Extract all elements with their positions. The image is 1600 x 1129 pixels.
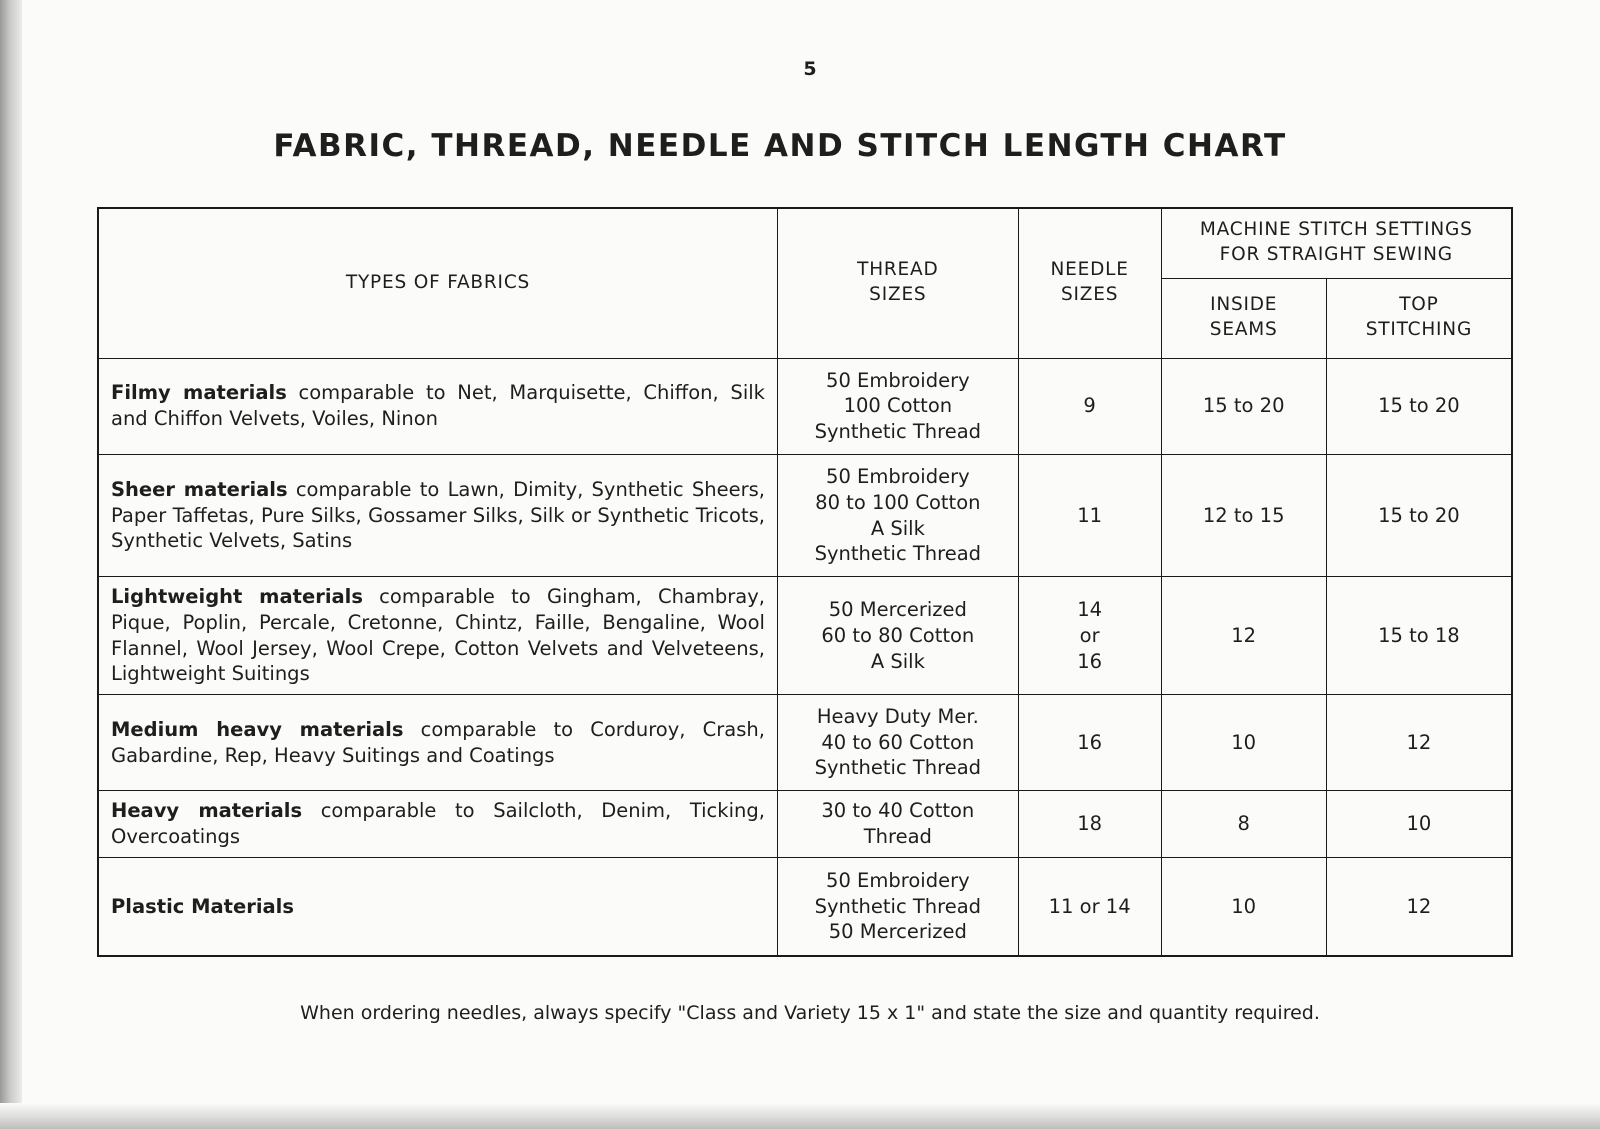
needle-ordering-note: When ordering needles, always specify "Class and Variety 15 x 1" and state the size and quantity required. — [300, 1002, 1320, 1024]
fabric-type-cell: Filmy materials comparable to Net, Marquisette, Chiffon, Silk and Chiffon Velvets, Voiles, Ninon — [98, 358, 777, 454]
header-stitch-settings: MACHINE STITCH SETTINGS FOR STRAIGHT SEWING — [1161, 208, 1512, 278]
page-binding-shadow — [0, 0, 22, 1129]
top-stitching-cell: 15 to 20 — [1326, 358, 1512, 454]
top-stitching-cell: 10 — [1326, 791, 1512, 858]
header-inside-seams: INSIDE SEAMS — [1161, 278, 1326, 358]
table-row — [98, 791, 1512, 858]
thread-size-cell: 30 to 40 Cotton Thread — [777, 791, 1018, 858]
fabric-type-cell: Lightweight materials comparable to Gingham, Chambray, Pique, Poplin, Percale, Cretonne, Chintz, Faille, Bengaline, Wool Flannel, Wool Jersey, Wool Crepe, Cotton Velvets and Velveteens, Lightweight Suitings — [98, 577, 777, 695]
needle-size-cell: 9 — [1018, 358, 1161, 454]
thread-size-cell: 50 Embroidery Synthetic Thread 50 Mercerized — [777, 858, 1018, 956]
table-row — [98, 694, 1512, 790]
fabric-type-cell: Plastic Materials — [98, 858, 777, 956]
inside-seams-cell: 8 — [1161, 791, 1326, 858]
thread-size-cell: Heavy Duty Mer. 40 to 60 Cotton Synthetic Thread — [777, 694, 1018, 790]
table-row — [98, 358, 1512, 454]
inside-seams-cell: 15 to 20 — [1161, 358, 1326, 454]
header-needle-sizes: NEEDLE SIZES — [1018, 208, 1161, 358]
needle-size-cell: 18 — [1018, 791, 1161, 858]
top-stitching-cell: 15 to 18 — [1326, 577, 1512, 695]
thread-size-cell: 50 Mercerized 60 to 80 Cotton A Silk — [777, 577, 1018, 695]
inside-seams-cell: 10 — [1161, 858, 1326, 956]
fabric-type-cell: Heavy materials comparable to Sailcloth, Denim, Ticking, Overcoatings — [98, 791, 777, 858]
top-stitching-cell: 12 — [1326, 858, 1512, 956]
top-stitching-cell: 15 to 20 — [1326, 454, 1512, 577]
needle-size-cell: 11 or 14 — [1018, 858, 1161, 956]
fabric-type-cell: Sheer materials comparable to Lawn, Dimity, Synthetic Sheers, Paper Taffetas, Pure Silks, Gossamer Silks, Silk or Synthetic Tricots, Synthetic Velvets, Satins — [98, 454, 777, 577]
needle-size-cell: 14 or 16 — [1018, 577, 1161, 695]
inside-seams-cell: 12 to 15 — [1161, 454, 1326, 577]
thread-size-cell: 50 Embroidery 100 Cotton Synthetic Thread — [777, 358, 1018, 454]
inside-seams-cell: 12 — [1161, 577, 1326, 695]
page-bottom-edge — [0, 1103, 1600, 1129]
needle-size-cell: 16 — [1018, 694, 1161, 790]
top-stitching-cell: 12 — [1326, 694, 1512, 790]
table-row — [98, 577, 1512, 695]
page-title: FABRIC, THREAD, NEEDLE AND STITCH LENGTH CHART — [273, 128, 1287, 164]
needle-size-cell: 11 — [1018, 454, 1161, 577]
header-thread-sizes: THREAD SIZES — [777, 208, 1018, 358]
thread-size-cell: 50 Embroidery 80 to 100 Cotton A Silk Synthetic Thread — [777, 454, 1018, 577]
inside-seams-cell: 10 — [1161, 694, 1326, 790]
table-row — [98, 454, 1512, 577]
table-row — [98, 858, 1512, 956]
header-top-stitching: TOP STITCHING — [1326, 278, 1512, 358]
page-number: 5 — [803, 58, 817, 80]
fabric-type-cell: Medium heavy materials comparable to Corduroy, Crash, Gabardine, Rep, Heavy Suitings and Coatings — [98, 694, 777, 790]
header-fabric-types: TYPES OF FABRICS — [98, 208, 777, 358]
fabric-chart-table — [97, 207, 1513, 957]
